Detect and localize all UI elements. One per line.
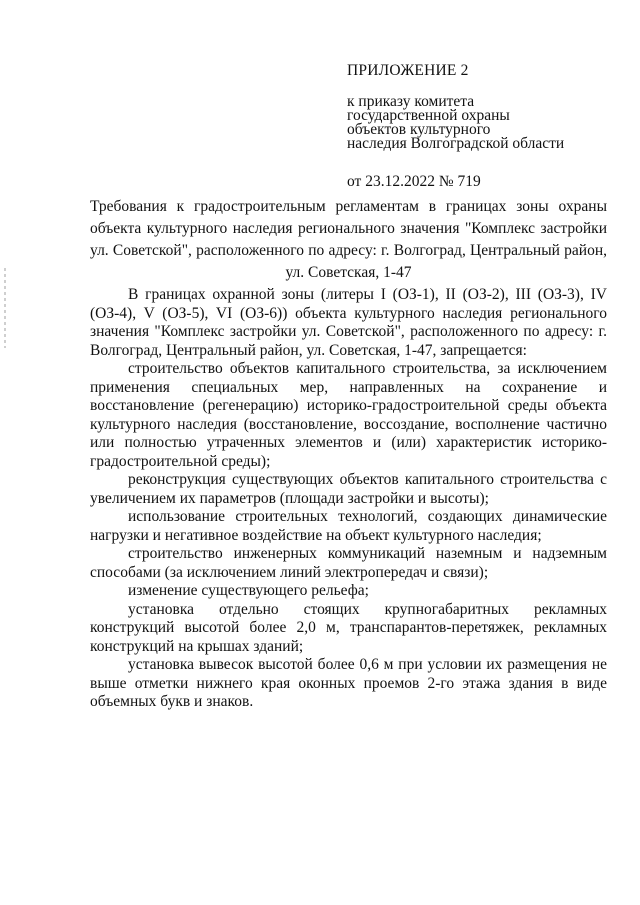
document-body: [90, 286, 607, 712]
list-item: установка вывесок высотой более 0,6 м при условии их размещения не выше отметки нижнего края оконных проемов 2-го этажа здания в виде объемных букв и знаков.: [90, 656, 607, 710]
list-item: изменение существующего рельефа;: [128, 582, 369, 599]
appendix-date: от 23.12.2022 № 719: [347, 173, 481, 190]
list-item: строительство объектов капитального строительства, за исключением применения специальных мер, направленных на сохранение и восстановление (регенерацию) историко-градостроительной среды объекта культурного наследия (восстановление, воссоздание, восполнение частично или полностью утраченных элементов и (или) характеристик историко-градостроительной среды);: [90, 360, 607, 470]
document-heading: Требования к градостроительным регламентам в границах зоны охраны объекта культурного наследия регионального значения "Комплекс застройки ул. Советской", расположенного по адресу: г. Волгоград, Центральный район, ул. Советская, 1-47: [90, 198, 607, 281]
appendix-line: объектов культурного: [347, 121, 491, 138]
list-item: строительство инженерных коммуникаций наземным и надземным способами (за исключением линий электропередач и связи);: [90, 545, 607, 581]
list-item: реконструкция существующих объектов капитального строительства с увеличением их параметров (площади застройки и высоты);: [90, 471, 607, 507]
appendix-title: ПРИЛОЖЕНИЕ 2: [347, 62, 469, 79]
appendix-line: наследия Волгоградской области: [347, 135, 565, 152]
appendix-line: к приказу комитета: [347, 93, 475, 110]
appendix-block: [347, 62, 617, 206]
list-item: использование строительных технологий, создающих динамические нагрузки и негативное воздействие на объект культурного наследия;: [90, 508, 607, 544]
appendix-line: государственной охраны: [347, 107, 510, 124]
intro-paragraph: В границах охранной зоны (литеры I (ОЗ-1), II (ОЗ-2), III (ОЗ-3), IV (ОЗ-4), V (ОЗ-5), VI (ОЗ-6)) объекта культурного наследия регионального значения "Комплекс застройки ул. Советской", расположенного по адресу: г. Волгоград, Центральный район, ул. Советская, 1-47, запрещается:: [90, 286, 607, 359]
scan-edge-mark: [4, 268, 6, 348]
list-item: установка отдельно стоящих крупногабаритных рекламных конструкций высотой более 2,0 м, транспарантов-перетяжек, рекламных конструкций на крышах зданий;: [90, 600, 607, 655]
